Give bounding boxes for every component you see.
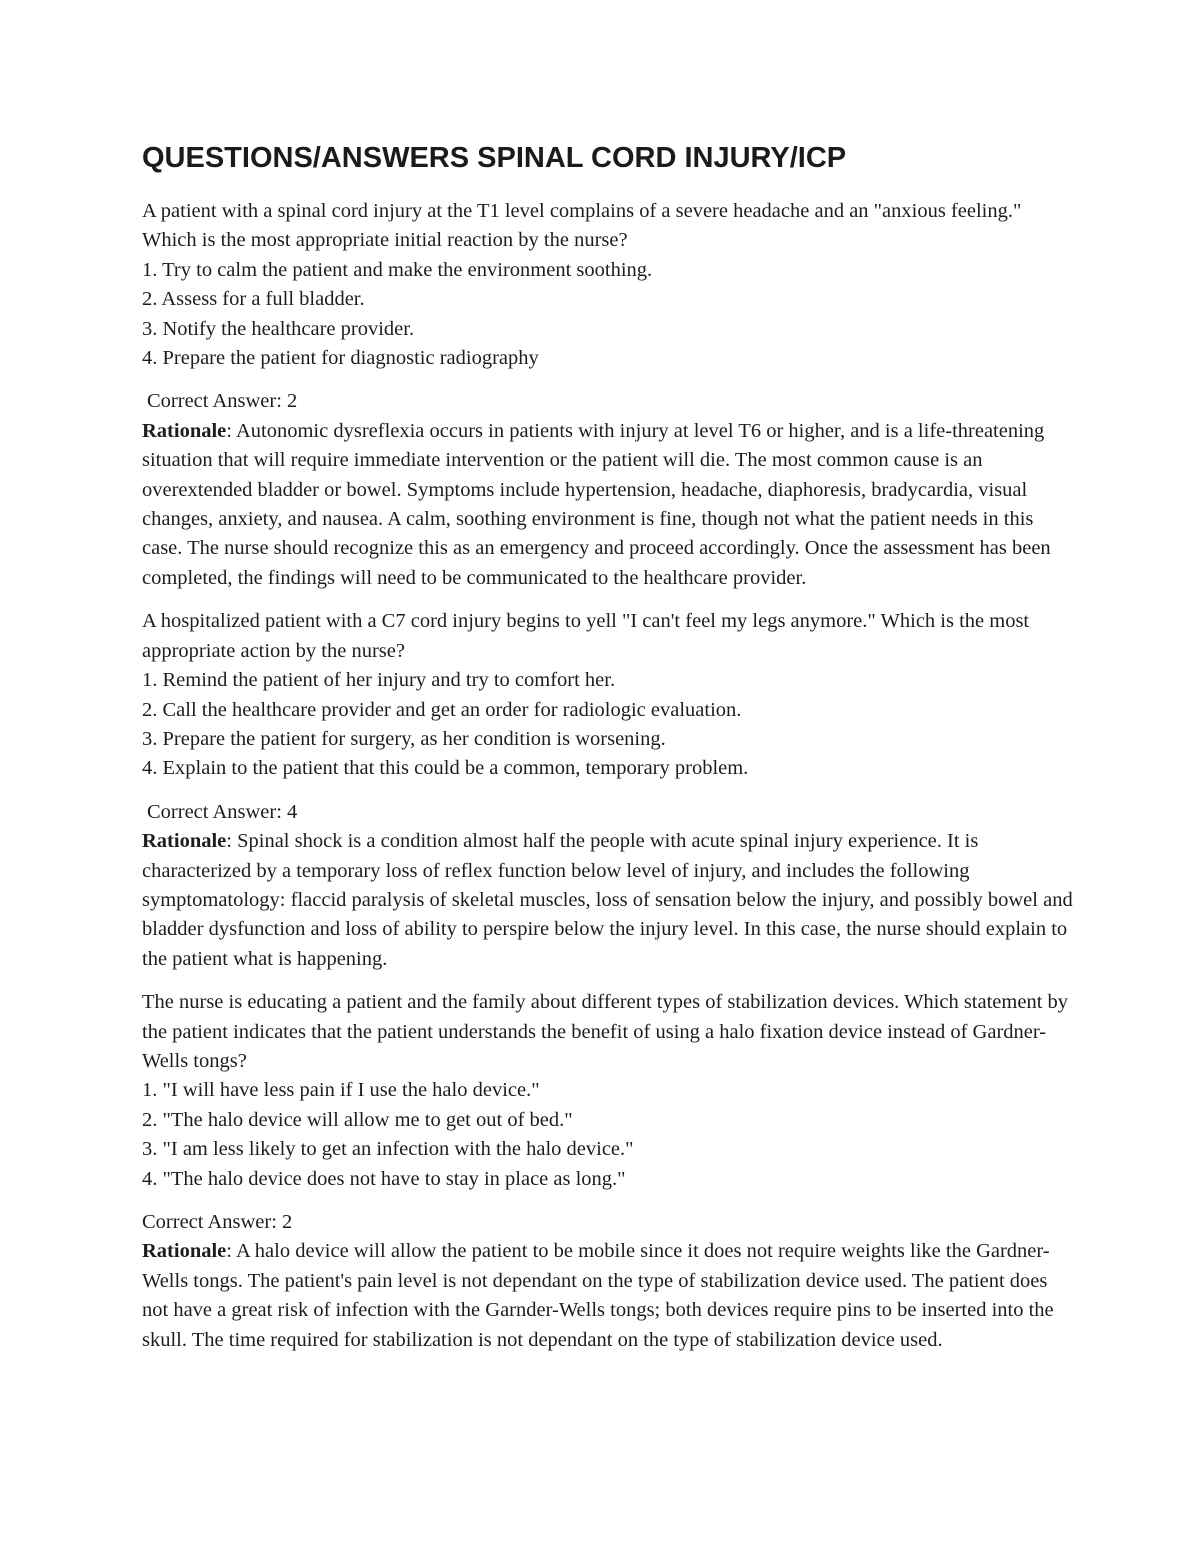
answer-option: 4. "The halo device does not have to stay in place as long." xyxy=(142,1167,626,1190)
document-title: QUESTIONS/ANSWERS SPINAL CORD INJURY/ICP xyxy=(142,142,847,174)
answer-block xyxy=(142,387,1077,593)
rationale-text: : A halo device will allow the patient to be mobile since it does not require weights like the Gardner-Wells tongs. The patient's pain level is not dependant on the type of stabilization device used. The patient does not have a great risk of infection with the Garnder-Wells tongs; both devices require pins to be inserted into the skull. The time required for stabilization is not dependant on the type of stabilization device used. xyxy=(142,1240,1054,1351)
answer-options xyxy=(142,256,1077,374)
rationale-label: Rationale xyxy=(142,1240,227,1263)
answer-option: 1. Try to calm the patient and make the environment soothing. xyxy=(142,258,653,281)
question-text: A hospitalized patient with a C7 cord injury begins to yell "I can't feel my legs anymore." Which is the most appropriate action by the nurse? xyxy=(142,610,1030,662)
section-gap xyxy=(142,593,1077,607)
rationale xyxy=(142,417,1077,593)
answer-block xyxy=(142,798,1077,974)
document-page xyxy=(142,140,1077,1355)
answer-option: 2. Assess for a full bladder. xyxy=(142,288,365,311)
rationale-label: Rationale xyxy=(142,830,227,853)
answer-option: 2. Call the healthcare provider and get an order for radiologic evaluation. xyxy=(142,698,742,721)
question-text: The nurse is educating a patient and the family about different types of stabilization devices. Which statement by the patient indicates that the patient understands the benefit of using a halo fixation device instead of Gardner-Wells tongs? xyxy=(142,991,1069,1072)
rationale xyxy=(142,1237,1077,1355)
answer-option: 1. Remind the patient of her injury and try to comfort her. xyxy=(142,669,616,692)
answer-option: 3. "I am less likely to get an infection with the halo device." xyxy=(142,1138,634,1161)
question-block-2 xyxy=(142,607,1077,974)
question-block-1 xyxy=(142,197,1077,593)
correct-answer: Correct Answer: 2 xyxy=(142,1211,293,1233)
answer-options xyxy=(142,1076,1077,1194)
answer-block xyxy=(142,1208,1077,1355)
question-block-3 xyxy=(142,988,1077,1355)
question-text: A patient with a spinal cord injury at the T1 level complains of a severe headache and an "anxious feeling." Which is the most appropriate initial reaction by the nurse? xyxy=(142,200,1022,252)
answer-option: 3. Prepare the patient for surgery, as her condition is worsening. xyxy=(142,727,666,750)
answer-option: 3. Notify the healthcare provider. xyxy=(142,317,415,340)
answer-option: 1. "I will have less pain if I use the halo device." xyxy=(142,1079,540,1102)
answer-options xyxy=(142,666,1077,784)
answer-option: 2. "The halo device will allow me to get out of bed." xyxy=(142,1108,573,1131)
correct-answer: Correct Answer: 2 xyxy=(147,390,298,413)
rationale-text: : Autonomic dysreflexia occurs in patients with injury at level T6 or higher, and is a life-threatening situation that will require immediate intervention or the patient will die. The most common cause is an overextended bladder or bowel. Symptoms include hypertension, headache, diaphoresis, bradycardia, visual changes, anxiety, and nausea. A calm, soothing environment is fine, though not what the patient needs in this case. The nurse should recognize this as an emergency and proceed accordingly. Once the assessment has been completed, the findings will need to be communicated to the healthcare provider. xyxy=(142,419,1051,589)
rationale-label: Rationale xyxy=(142,419,227,442)
rationale-text: : Spinal shock is a condition almost half the people with acute spinal injury experience. It is characterized by a temporary loss of reflex function below level of injury, and includes the following symptomatology: flaccid paralysis of skeletal muscles, loss of sensation below the injury, and possibly bowel and bladder dysfunction and loss of ability to perspire below the injury level. In this case, the nurse should explain to the patient what is happening. xyxy=(142,830,1073,970)
rationale xyxy=(142,827,1077,974)
answer-option: 4. Prepare the patient for diagnostic radiography xyxy=(142,347,539,370)
correct-answer: Correct Answer: 4 xyxy=(147,800,298,823)
section-gap xyxy=(142,974,1077,988)
answer-option: 4. Explain to the patient that this could be a common, temporary problem. xyxy=(142,757,749,780)
